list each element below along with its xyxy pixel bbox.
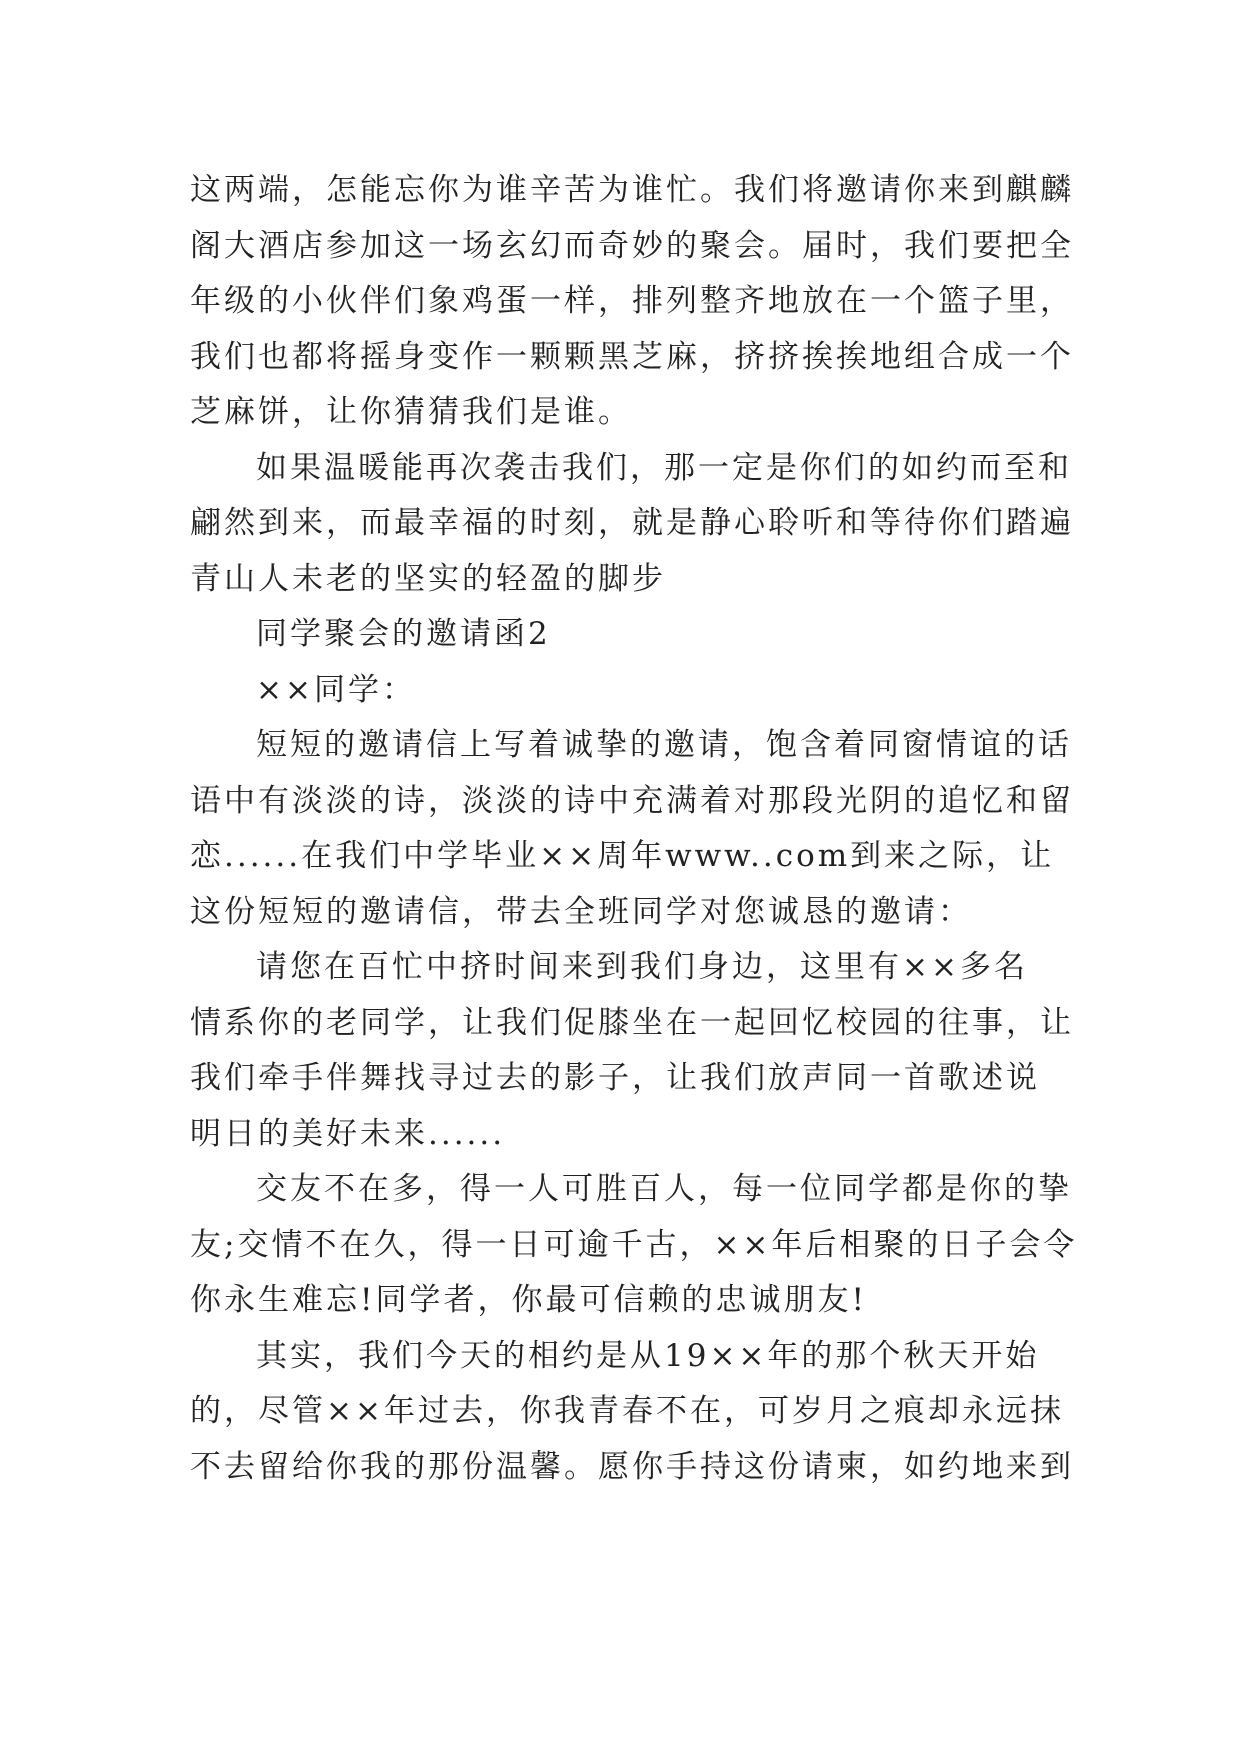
- paragraph-start-line: 其实，我们今天的相约是从19××年的那个秋天开始: [256, 1337, 1040, 1374]
- document-body: [190, 163, 1078, 1495]
- text-line: 这份短短的邀请信，带去全班同学对您诚恳的邀请：: [190, 893, 972, 930]
- text-line: 芝麻饼，让你猜猜我们是谁。: [190, 394, 632, 430]
- paragraph-start-line: 请您在百忙中挤时间来到我们身边，这里有××多名: [256, 949, 1028, 985]
- text-line: 情系你的老同学，让我们促膝坐在一起回忆校园的往事，让: [190, 1004, 1074, 1041]
- paragraph-start-line: 短短的邀请信上写着诚挚的邀请，饱含着同窗情谊的话: [256, 727, 1072, 763]
- text-line: 我们也都将摇身变作一颗颗黑芝麻，挤挤挨挨地组合成一个: [190, 338, 1074, 375]
- text-line: 语中有淡淡的诗，淡淡的诗中充满着对那段光阴的追忆和留: [190, 782, 1074, 819]
- salutation: ××同学：: [256, 671, 416, 708]
- text-line: 这两端，怎能忘你为谁辛苦为谁忙。我们将邀请你来到麒麟: [190, 172, 1074, 208]
- text-line: 你永生难忘!同学者，你最可信赖的忠诚朋友!: [190, 1282, 867, 1318]
- paragraph-start-line: 如果温暖能再次袭击我们，那一定是你们的如约而至和: [256, 449, 1072, 486]
- text-line: 翩然到来，而最幸福的时刻，就是静心聆听和等待你们踏遍: [190, 505, 1074, 541]
- text-line: 不去留给你我的那份温馨。愿你手持这份请柬，如约地来到: [190, 1448, 1074, 1485]
- text-line: 明日的美好未来......: [190, 1115, 506, 1152]
- text-line: 恋......在我们中学毕业××周年www..com到来之际，让: [190, 838, 1055, 874]
- text-line: 我们牵手伴舞找寻过去的影子，让我们放声同一首歌述说: [190, 1060, 1040, 1096]
- text-line: 友;交情不在久，得一日可逾千古，××年后相聚的日子会令: [190, 1226, 1078, 1263]
- paragraph-start-line: 交友不在多，得一人可胜百人，每一位同学都是你的挚: [256, 1171, 1072, 1207]
- text-line: 年级的小伙伴们象鸡蛋一样，排列整齐地放在一个篮子里，: [190, 283, 1074, 319]
- text-line: 青山人未老的坚实的轻盈的脚步: [190, 560, 666, 597]
- text-line: 的，尽管××年过去，你我青春不在，可岁月之痕却永远抹: [190, 1393, 1064, 1429]
- text-line: 阁大酒店参加这一场玄幻而奇妙的聚会。届时，我们要把全: [190, 227, 1074, 264]
- section-title: 同学聚会的邀请函2: [256, 616, 551, 652]
